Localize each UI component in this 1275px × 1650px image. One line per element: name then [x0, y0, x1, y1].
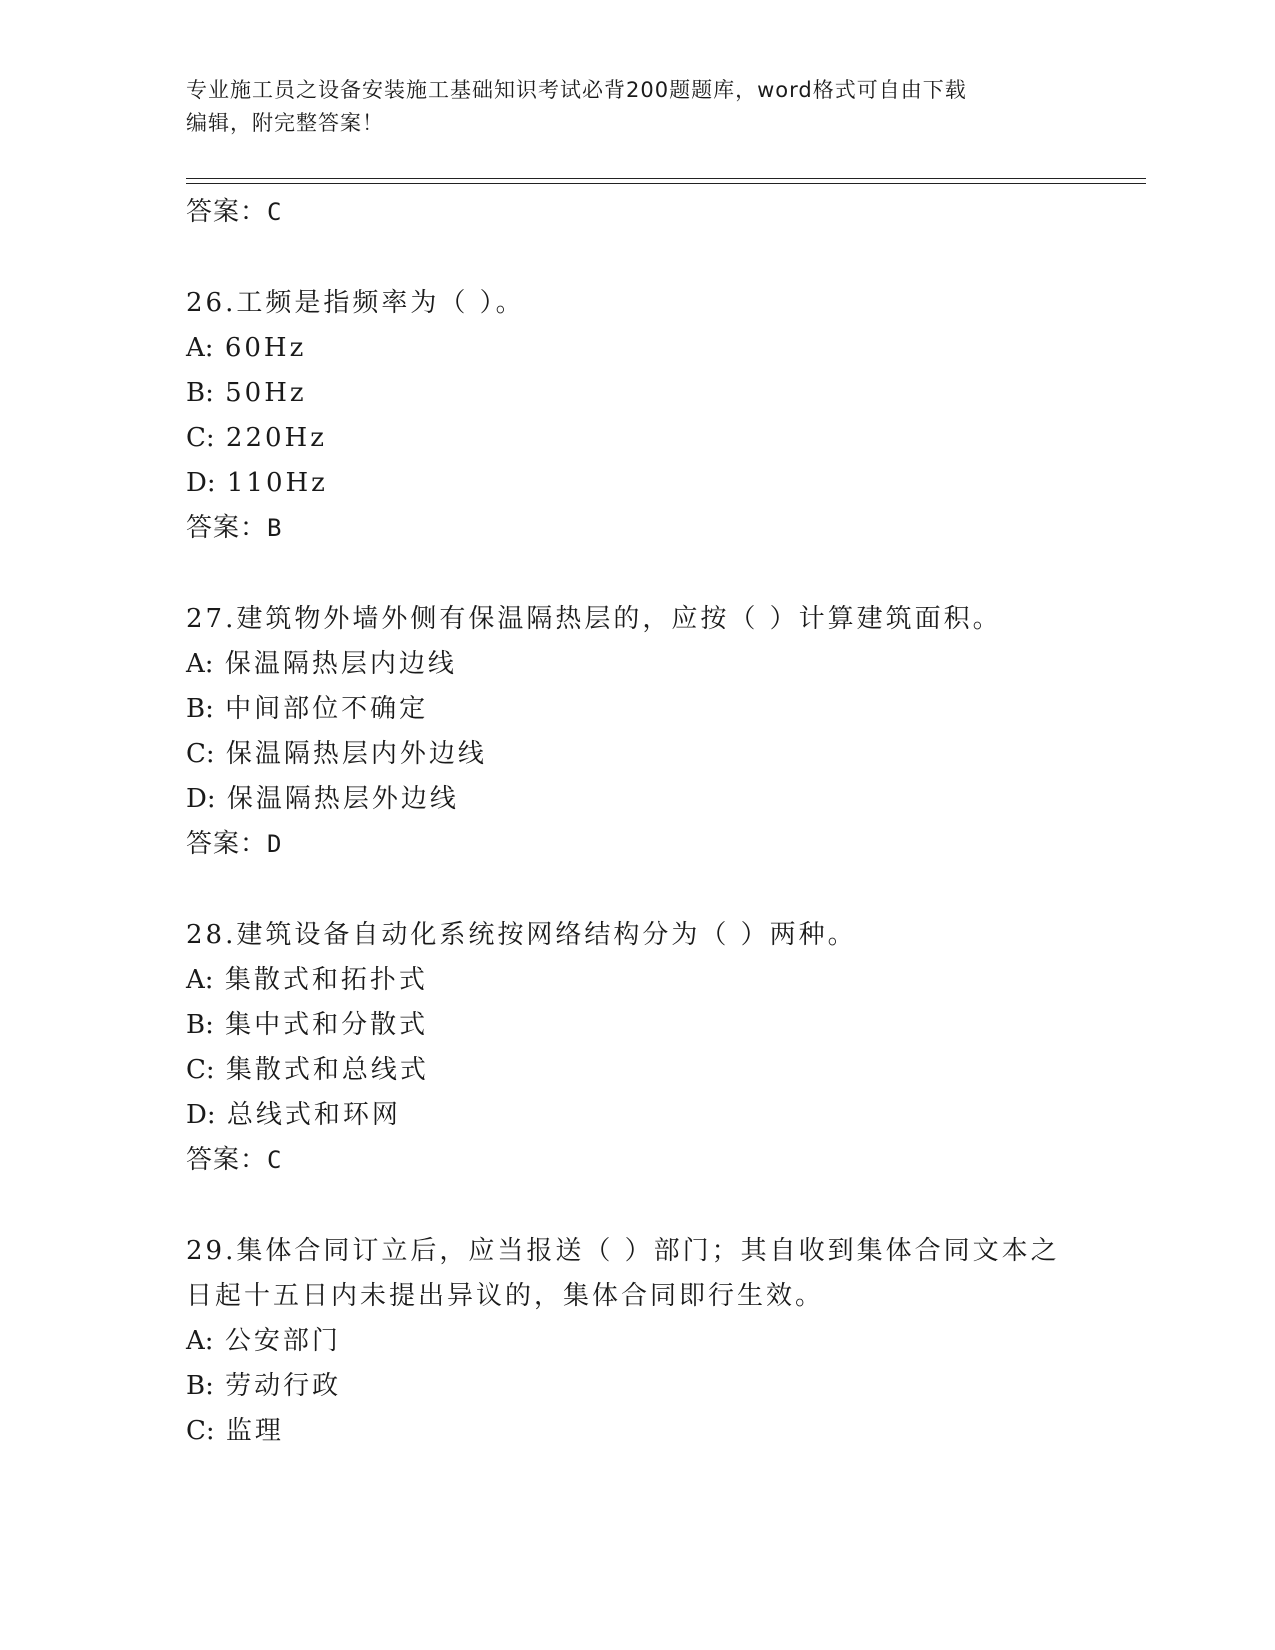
option-item: [186, 416, 1086, 461]
answer-prefix: 答案：: [186, 829, 268, 859]
option-item: [186, 1048, 1086, 1093]
answer-prefix: 答案：: [186, 197, 268, 227]
question-list: [186, 190, 1086, 1454]
answer-line: [186, 506, 1086, 551]
question-text: 26.工频是指频率为（ ）。: [186, 288, 525, 318]
option-label: C:: [186, 739, 215, 769]
header-line-2: 编辑，附完整答案！: [186, 111, 384, 135]
option-text: 保温隔热层外边线: [226, 784, 459, 814]
spacer: [186, 551, 1086, 597]
option-item: [186, 687, 1086, 732]
answer-letter: D: [267, 830, 283, 858]
option-label: C:: [186, 423, 215, 453]
answer-line: [186, 1138, 1086, 1183]
header-rule-bottom: [186, 183, 1146, 184]
option-item: [186, 1409, 1086, 1454]
option-item: [186, 777, 1086, 822]
question-text: 27.建筑物外墙外侧有保温隔热层的，应按（ ）计算建筑面积。: [186, 604, 1002, 634]
option-label: A:: [186, 965, 214, 995]
option-label: B:: [186, 1371, 214, 1401]
answer-prefix: 答案：: [186, 513, 268, 543]
question-text-line: 29.集体合同订立后，应当报送（ ）部门；其自收到集体合同文本之: [186, 1236, 1060, 1266]
question-text: 28.建筑设备自动化系统按网络结构分为（ ）两种。: [186, 920, 857, 950]
option-label: A:: [186, 1326, 214, 1356]
option-label: D:: [186, 784, 216, 814]
spacer: [186, 1183, 1086, 1229]
answer-line: [186, 822, 1086, 867]
option-text: 公安部门: [224, 1326, 341, 1356]
question-text-line: 日起十五日内未提出异议的，集体合同即行生效。: [186, 1281, 825, 1311]
answer-letter: C: [267, 198, 283, 226]
option-label: C:: [186, 1416, 215, 1446]
option-item: [186, 1364, 1086, 1409]
option-text: 监理: [225, 1416, 284, 1446]
option-text: 集散式和拓扑式: [224, 965, 428, 995]
option-text: 劳动行政: [225, 1371, 342, 1401]
option-text: 110Hz: [226, 468, 328, 498]
option-text: 50Hz: [225, 378, 307, 408]
option-label: A:: [186, 649, 214, 679]
option-label: D:: [186, 1100, 216, 1130]
option-text: 保温隔热层内外边线: [225, 739, 487, 769]
option-item: [186, 326, 1086, 371]
option-label: B:: [186, 378, 214, 408]
option-item: [186, 732, 1086, 777]
option-text: 集中式和分散式: [225, 1010, 429, 1040]
option-item: [186, 642, 1086, 687]
option-item: [186, 371, 1086, 416]
header-rule-top: [186, 178, 1146, 179]
option-text: 60Hz: [224, 333, 307, 363]
spacer: [186, 867, 1086, 913]
document-header: [186, 74, 1066, 140]
option-item: [186, 1093, 1086, 1138]
option-item: [186, 1003, 1086, 1048]
answer-line: [186, 190, 1086, 235]
spacer: [186, 235, 1086, 281]
header-line-1: 专业施工员之设备安装施工基础知识考试必背200题题库，word格式可自由下载: [186, 78, 967, 102]
option-text: 220Hz: [225, 423, 327, 453]
answer-letter: B: [267, 514, 283, 542]
option-label: B:: [186, 1010, 214, 1040]
answer-prefix: 答案：: [186, 1145, 268, 1175]
option-label: C:: [186, 1055, 215, 1085]
option-text: 保温隔热层内边线: [224, 649, 457, 679]
option-text: 总线式和环网: [226, 1100, 401, 1130]
option-label: B:: [186, 694, 214, 724]
answer-letter: C: [267, 1146, 283, 1174]
option-text: 中间部位不确定: [225, 694, 429, 724]
option-item: [186, 958, 1086, 1003]
option-item: [186, 461, 1086, 506]
option-item: [186, 1319, 1086, 1364]
option-label: D:: [186, 468, 216, 498]
option-label: A:: [186, 333, 214, 363]
option-text: 集散式和总线式: [225, 1055, 429, 1085]
